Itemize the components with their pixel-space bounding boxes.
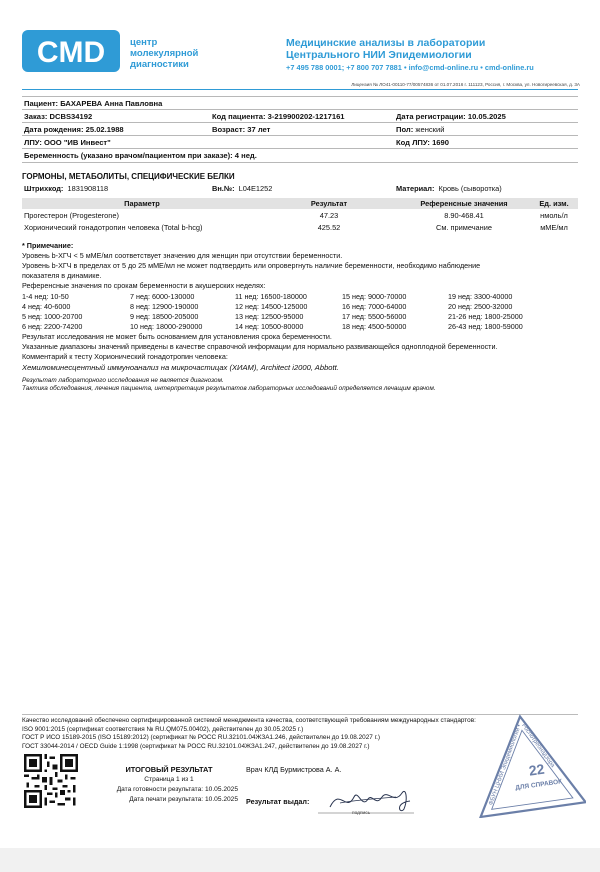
patient-age: 37 лет bbox=[247, 125, 271, 134]
page-number: Страница 1 из 1 bbox=[144, 776, 194, 783]
stamp-text: ФБУН ЦНИИ Эпидемиологии • Роспотребнадзора bbox=[488, 721, 556, 807]
logo-caption: центр молекулярной диагностики bbox=[130, 37, 199, 70]
cmd-logo bbox=[22, 30, 120, 72]
header-license: Лицензия № ЛО41-00110-77/00574836 от 01.07.2016 г. 111123, Россия, г. Москва, ул. Новогиреевская, д. 3А bbox=[351, 82, 580, 87]
lab-report-page: CMD центр молекулярной диагностики Медицинские анализы в лаборатории Центрального НИИ Эпидемиологии +7 495 788 0001; +7 800 707 7881 • info@cmd-online.ru • cmd-online.ru Лицензия № ЛО41-00110-77/00574836 от 01.07.2016 г. 111123, Россия, г. Москва, ул. Новогиреевская, д. 3А Пациент: БАХАРЕВА Анна Павловна Заказ: DCBS34192 Код пациента: 3-219900202-1217161 Дата регистрации: 10.05.2025 Дата рождения: 25.02.1988 Возраст: 37 лет Пол: женский ЛПУ: ООО "ИВ Инвест" Код ЛПУ: 1690 Беременность (указано врачом/пациентом при заказе): 4 нед. ГОРМОНЫ, МЕТАБОЛИТЫ, СПЕЦИФИЧЕСКИЕ БЕЛКИ Штрихкод: 1831908118 Вн.№: L04E1252 Материал: Кровь (сыворотка) Параметр Результат Референсные значения Ед. изм. Прогестерон (Progesterone) 47.23 8.90-468.41 нмоль/л Хорионический гонадотропин человека (Total b-hcg) 425.52 См. примечание мМЕ/мл * Примечание: Уровень b-ХГЧ < 5 мМЕ/мл соответствует значению для женщин при отсутствии беременности. Уровень b-ХГЧ в пределах от 5 до 25 мМЕ/мл не может подтвердить или опровергнуть наличие беременности, необходимо наблюдение показателя в динамике. Референсные значения по срокам беременности в акушерских неделях: 1-4 нед: 10-50 7 нед: 6000-130000 11 нед: 16500-180000 15 нед: 9000-70000 19 нед: 3300-40000 4 нед: 40-6000 8 нед: 12900-190000 12 нед: 14500-125000 16 нед: 7000-64000 20 нед: 2500-32000 5 нед: 1000-20700 9 нед: 18500-205000 13 нед: 12500-95000 17 нед: 5500-56000 21-26 нед: 1800-25000 6 нед: 2200-74200 10 нед: 18000-290000 14 нед: 10500-80000 18 нед: 4500-50000 26-43 нед: 1800-59000 Результат исследования не может быть основанием для установления срока беременности. Указанные диапазоны значений приведены в качестве справочной информации для нормально развивающейся одноплодной беременности. Комментарий к тесту Хорионический гонадотропин человека: Хемилюминесцентный иммуноанализ на микрочастицах (ХИАМ), Architect i2000, Abbott. Результат лабораторного исследования не является диагнозом. Тактика обследования, лечения пациента, интерпретация результатов лабораторных исследований определяется лечащим врачом. Качество исследований обеспечено сертифицированной системой менеджмента качества, соответствующей требованиям международных стандартов: ISO 9001:2015 (сертификат соответствия № RU.QM075.00402), действителен до 30.05.2025 г.) ГОСТ Р ИСО 15189-2015 (ISO 15189:2012) (сертификат № РОСС RU.32101.04ЖЗА1.246, действителен до 19.08.2027 г.) ГОСТ 33044-2014 / OECD Guide 1:1998 (сертификат № РОСС RU.32101.04ЖЗА1.247, действителен до 19.08.2027 г.) ИТОГОВЫЙ РЕЗУЛЬТАТ Страница 1 из 1 Дата готовности результата: 10.05.2025 Дата печати результата: 10.05.2025 Врач КЛД Бурмистрова А. А. Результат выдал: подпись ФБУН ЦНИИ Эпидемиологии • Роспотребнадзора 22 ДЛЯ СПРАВОК bbox=[0, 0, 600, 872]
birth-row: Дата рождения: 25.02.1988 Возраст: 37 лет Пол: женский bbox=[22, 122, 578, 136]
barcode: 1831908118 bbox=[67, 184, 109, 193]
patient-code: 3-219900202-1217161 bbox=[267, 112, 345, 121]
logo-text: CMD bbox=[36, 36, 106, 69]
stamp-sub: ДЛЯ СПРАВОК bbox=[514, 778, 563, 792]
signature-icon bbox=[310, 783, 420, 823]
internal-number: L04E1252 bbox=[238, 184, 273, 193]
table-row: Хорионический гонадотропин человека (Total b-hcg) 425.52 См. примечание мМЕ/мл bbox=[24, 223, 568, 232]
table-header: Параметр Результат Референсные значения Ед. изм. bbox=[22, 198, 578, 209]
stamp-number: 22 bbox=[527, 760, 546, 779]
registration-date: 10.05.2025 bbox=[467, 112, 506, 121]
doctor-name: Врач КЛД Бурмистрова А. А. bbox=[246, 765, 342, 774]
header-title: Медицинские анализы в лаборатории Центрального НИИ Эпидемиологии bbox=[286, 37, 486, 61]
pregnancy-row: Беременность (указано врачом/пациентом при заказе): 4 нед. bbox=[22, 148, 578, 163]
ready-date: 10.05.2025 bbox=[204, 786, 238, 793]
issued-by-label: Результат выдал: bbox=[246, 797, 310, 806]
header-contacts: +7 495 788 0001; +7 800 707 7881 • info@cmd-online.ru • cmd-online.ru bbox=[286, 63, 534, 72]
notes-block: * Примечание: Уровень b-ХГЧ < 5 мМЕ/мл соответствует значению для женщин при отсутствии беременности. Уровень b-ХГЧ в пределах от 5 до 25 мМЕ/мл не может подтвердить или опровергнуть наличие беременности, необходимо наблюдение показателя в динамике. Референсные значения по срокам беременности в акушерских неделях: 1-4 нед: 10-50 7 нед: 6000-130000 11 нед: 16500-180000 15 нед: 9000-70000 19 нед: 3300-40000 4 нед: 40-6000 8 нед: 12900-190000 12 нед: 14500-125000 16 нед: 7000-64000 20 нед: 2500-32000 5 нед: 1000-20700 9 нед: 18500-205000 13 нед: 12500-95000 17 нед: 5500-56000 21-26 нед: 1800-25000 6 нед: 2200-74200 10 нед: 18000-290000 14 нед: 10500-80000 18 нед: 4500-50000 26-43 нед: 1800-59000 Результат исследования не может быть основанием для установления срока беременности. Указанные диапазоны значений приведены в качестве справочной информации для нормально развивающейся одноплодной беременности. Комментарий к тесту Хорионический гонадотропин человека: Хемилюминесцентный иммуноанализ на микрочастицах (ХИАМ), Architect i2000, Abbott. Результат лабораторного исследования не является диагнозом. Тактика обследования, лечения пациента, интерпретация результатов лабораторных исследований определяется лечащим врачом. bbox=[22, 241, 578, 393]
weeks-reference-grid: 1-4 нед: 10-50 7 нед: 6000-130000 11 нед: 16500-180000 15 нед: 9000-70000 19 нед: 3300-40000 4 нед: 40-6000 8 нед: 12900-190000 12 нед: 14500-125000 16 нед: 7000-64000 20 нед: 2500-32000 5 нед: 1000-20700 9 нед: 18500-205000 13 нед: 12500-95000 17 нед: 5500-56000 21-26 нед: 1800-25000 6 нед: 2200-74200 10 нед: 18000-290000 14 нед: 10500-80000 18 нед: 4500-50000 26-43 нед: 1800-59000 bbox=[22, 292, 523, 331]
page-bottom-band bbox=[0, 848, 600, 872]
pregnancy-term: 4 нед. bbox=[234, 151, 257, 160]
triangular-stamp-icon bbox=[468, 706, 586, 818]
lpu-code: 1690 bbox=[432, 138, 449, 147]
qr-code-icon bbox=[24, 754, 78, 808]
patient-name: БАХАРЕВА Анна Павловна bbox=[60, 99, 163, 108]
header-divider bbox=[22, 89, 578, 90]
notes-title: * Примечание: bbox=[22, 241, 74, 250]
signature-caption: подпись bbox=[352, 811, 371, 816]
certification-block: Качество исследований обеспечено сертифицированной системой менеджмента качества, соответствующей требованиям международных стандартов: ISO 9001:2015 (сертификат соответствия № RU.QM075.00402), действителен до 30.05.2025 г.) ГОСТ Р ИСО 15189-2015 (ISO 15189:2012) (сертификат № РОСС RU.32101.04ЖЗА1.246, действителен до 19.08.2027 г.) ГОСТ 33044-2014 / OECD Guide 1:1998 (сертификат № РОСС RU.32101.04ЖЗА1.247, действителен до 19.08.2027 г.) bbox=[22, 717, 476, 750]
final-result-title: ИТОГОВЫЙ РЕЗУЛЬТАТ bbox=[125, 765, 213, 774]
table-row: Прогестерон (Progesterone) 47.23 8.90-468.41 нмоль/л bbox=[24, 211, 568, 220]
section-title: ГОРМОНЫ, МЕТАБОЛИТЫ, СПЕЦИФИЧЕСКИЕ БЕЛКИ bbox=[22, 172, 235, 181]
method-text: Хемилюминесцентный иммуноанализ на микрочастицах (ХИАМ), Architect i2000, Abbott. bbox=[22, 363, 339, 372]
lpu-name: ООО "ИВ Инвест" bbox=[43, 138, 111, 147]
birth-date: 25.02.1988 bbox=[85, 125, 124, 134]
final-result-block: ИТОГОВЫЙ РЕЗУЛЬТАТ Страница 1 из 1 Дата готовности результата: 10.05.2025 Дата печати результата: 10.05.2025 bbox=[100, 765, 238, 805]
print-date: 10.05.2025 bbox=[204, 796, 238, 803]
order-row: Заказ: DCBS34192 Код пациента: 3-219900202-1217161 Дата регистрации: 10.05.2025 bbox=[22, 109, 578, 123]
order-number: DCBS34192 bbox=[49, 112, 93, 121]
material: Кровь (сыворотка) bbox=[438, 184, 502, 193]
patient-row: Пациент: БАХАРЕВА Анна Павловна bbox=[22, 96, 578, 110]
lpu-row: ЛПУ: ООО "ИВ Инвест" Код ЛПУ: 1690 bbox=[22, 135, 578, 149]
patient-sex: женский bbox=[415, 125, 445, 134]
